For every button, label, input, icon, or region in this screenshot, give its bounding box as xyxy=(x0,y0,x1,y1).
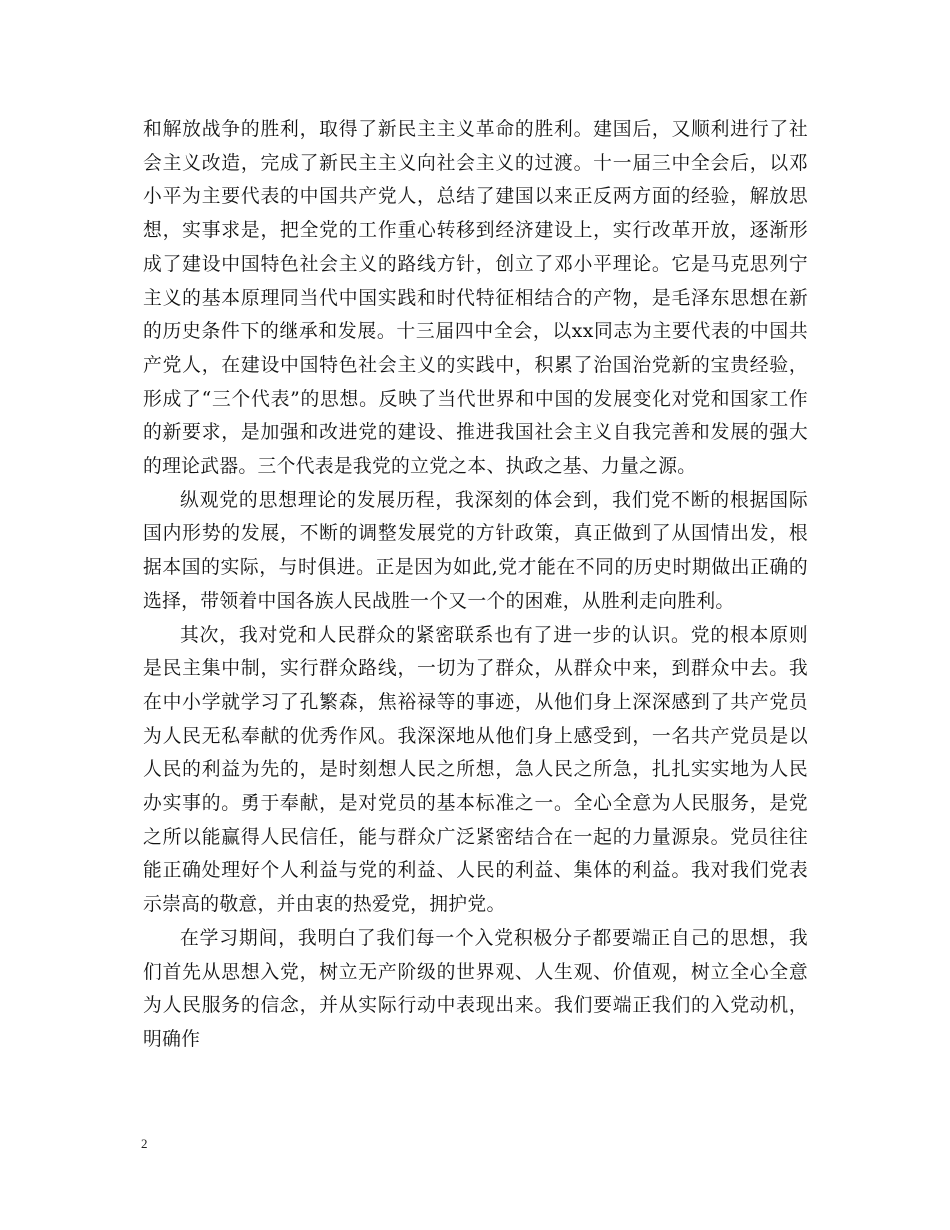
page-number: 2 xyxy=(141,1136,148,1151)
paragraph-1: 和解放战争的胜利，取得了新民主主义革命的胜利。建国后，又顺利进行了社会主义改造，完成了新民主主义向社会主义的过渡。十一届三中全会后，以邓小平为主要代表的中国共产党人，总结了建国以来正反两方面的经验，解放思想，实事求是，把全党的工作重心转移到经济建设上，实行改革开放，逐渐形成了建设中国特色社会主义的路线方针，创立了邓小平理论。它是马克思列宁主义的基本原理同当代中国实践和时代特征相结合的产物，是毛泽东思想在新的历史条件下的继承和发展。十三届四中全会，以xx同志为主要代表的中国共产党人，在建设中国特色社会主义的实践中，积累了治国治党新的宝贵经验，形成了“三个代表”的思想。反映了当代世界和中国的发展变化对党和国家工作的新要求，是加强和改进党的建设、推进我国社会主义自我完善和发展的强大的理论武器。三个代表是我党的立党之本、执政之基、力量之源。 xyxy=(143,119,808,478)
document-body xyxy=(143,113,808,1057)
paragraph-4: 在学习期间，我明白了我们每一个入党积极分子都要端正自己的思想，我们首先从思想入党，树立无产阶级的世界观、人生观、价值观，树立全心全意为人民服务的信念，并从实际行动中表现出来。我们要端正我们的入党动机，明确作 xyxy=(143,927,808,1050)
paragraph-2: 纵观党的思想理论的发展历程，我深刻的体会到，我们党不断的根据国际国内形势的发展，不断的调整发展党的方针政策，真正做到了从国情出发，根据本国的实际，与时俱进。正是因为如此,党才能在不同的历史时期做出正确的选择，带领着中国各族人民战胜一个又一个的困难，从胜利走向胜利。 xyxy=(143,489,808,612)
paragraph-3: 其次，我对党和人民群众的紧密联系也有了进一步的认识。党的根本原则是民主集中制，实行群众路线，一切为了群众，从群众中来，到群众中去。我在中小学就学习了孔繁森，焦裕禄等的事迹，从他们身上深深感到了共产党员为人民无私奉献的优秀作风。我深深地从他们身上感受到，一名共产党员是以人民的利益为先的，是时刻想人民之所想，急人民之所急，扎扎实实地为人民办实事的。勇于奉献，是对党员的基本标准之一。全心全意为人民服务，是党之所以能赢得人民信任，能与群众广泛紧密结合在一起的力量源泉。党员往往能正确处理好个人利益与党的利益、人民的利益、集体的利益。我对我们党表示崇高的敬意，并由衷的热爱党，拥护党。 xyxy=(143,624,808,916)
